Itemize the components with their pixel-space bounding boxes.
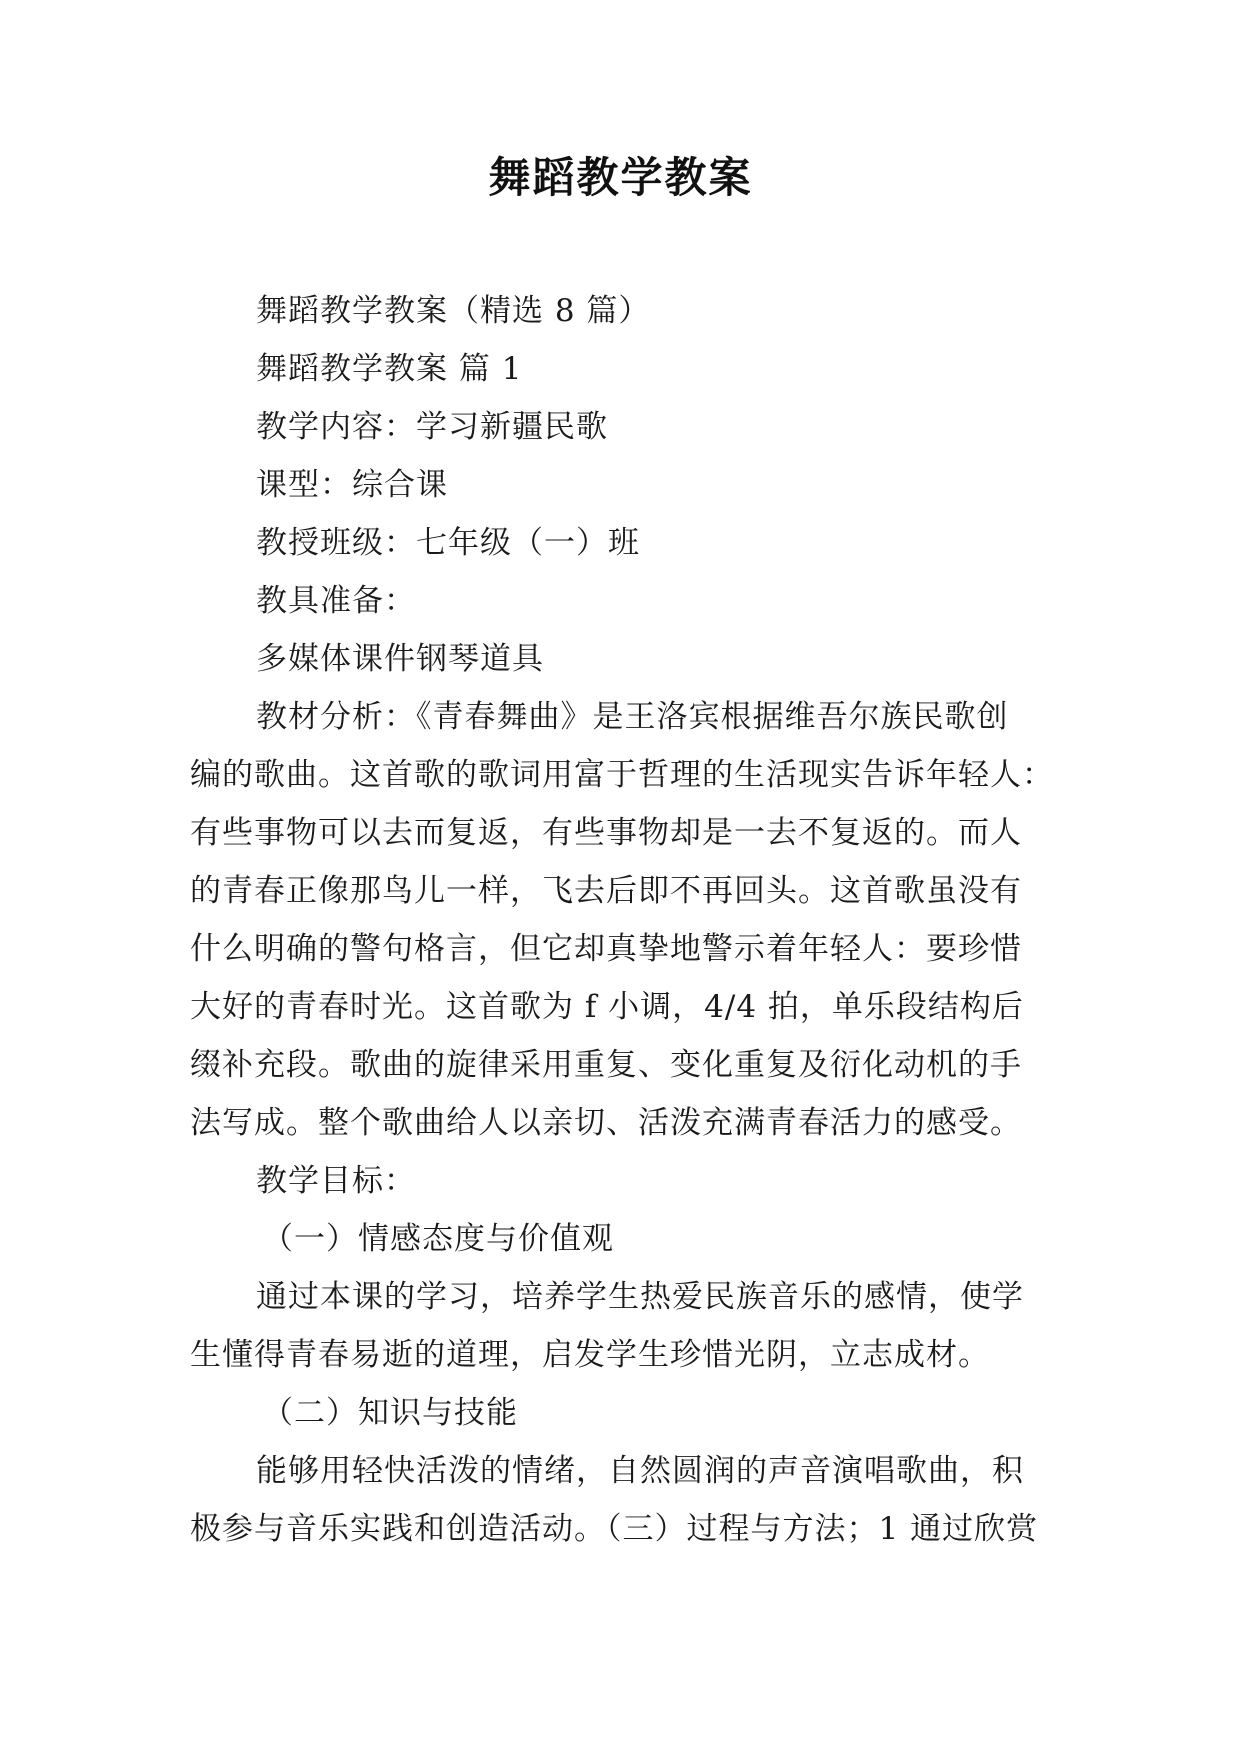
paragraph-line: 能够用轻快活泼的情绪，自然圆润的声音演唱歌曲，积	[256, 1453, 1024, 1489]
paragraph-line: 生懂得青春易逝的道理，启发学生珍惜光阴，立志成材。	[190, 1337, 990, 1373]
paragraph-line: （一）情感态度与价值观	[262, 1221, 614, 1257]
paragraph-line: 教学内容：学习新疆民歌	[256, 409, 608, 445]
document-title: 舞蹈教学教案	[488, 153, 753, 202]
document-body	[190, 282, 1054, 1558]
paragraph-line: 有些事物可以去而复返，有些事物却是一去不复返的。而人	[190, 815, 1022, 851]
paragraph-line: 什么明确的警句格言，但它却真挚地警示着年轻人：要珍惜	[190, 931, 1022, 967]
paragraph-line: 缀补充段。歌曲的旋律采用重复、变化重复及衍化动机的手	[190, 1047, 1022, 1083]
paragraph-line: 多媒体课件钢琴道具	[256, 641, 544, 677]
paragraph-line: 的青春正像那鸟儿一样，飞去后即不再回头。这首歌虽没有	[190, 873, 1022, 909]
paragraph-line: （二）知识与技能	[262, 1395, 518, 1431]
paragraph-line: 编的歌曲。这首歌的歌词用富于哲理的生活现实告诉年轻人：	[190, 757, 1054, 793]
paragraph-line: 课型：综合课	[256, 467, 448, 503]
paragraph-line: 教具准备：	[256, 583, 416, 619]
paragraph-line: 大好的青春时光。这首歌为 f 小调，4/4 拍，单乐段结构后	[190, 989, 1024, 1025]
paragraph-line: 舞蹈教学教案（精选 8 篇）	[256, 293, 651, 329]
paragraph-line: 法写成。整个歌曲给人以亲切、活泼充满青春活力的感受。	[190, 1105, 1022, 1141]
paragraph-line: 舞蹈教学教案 篇 1	[256, 351, 523, 387]
paragraph-line: 极参与音乐实践和创造活动。（三）过程与方法；1 通过欣赏	[190, 1511, 1039, 1547]
paragraph-line: 教授班级：七年级（一）班	[256, 525, 640, 561]
paragraph-line: 通过本课的学习，培养学生热爱民族音乐的感情，使学	[256, 1279, 1024, 1315]
paragraph-line: 教学目标：	[256, 1163, 416, 1199]
paragraph-line: 教材分析：《青春舞曲》是王洛宾根据维吾尔族民歌创	[256, 699, 1009, 735]
